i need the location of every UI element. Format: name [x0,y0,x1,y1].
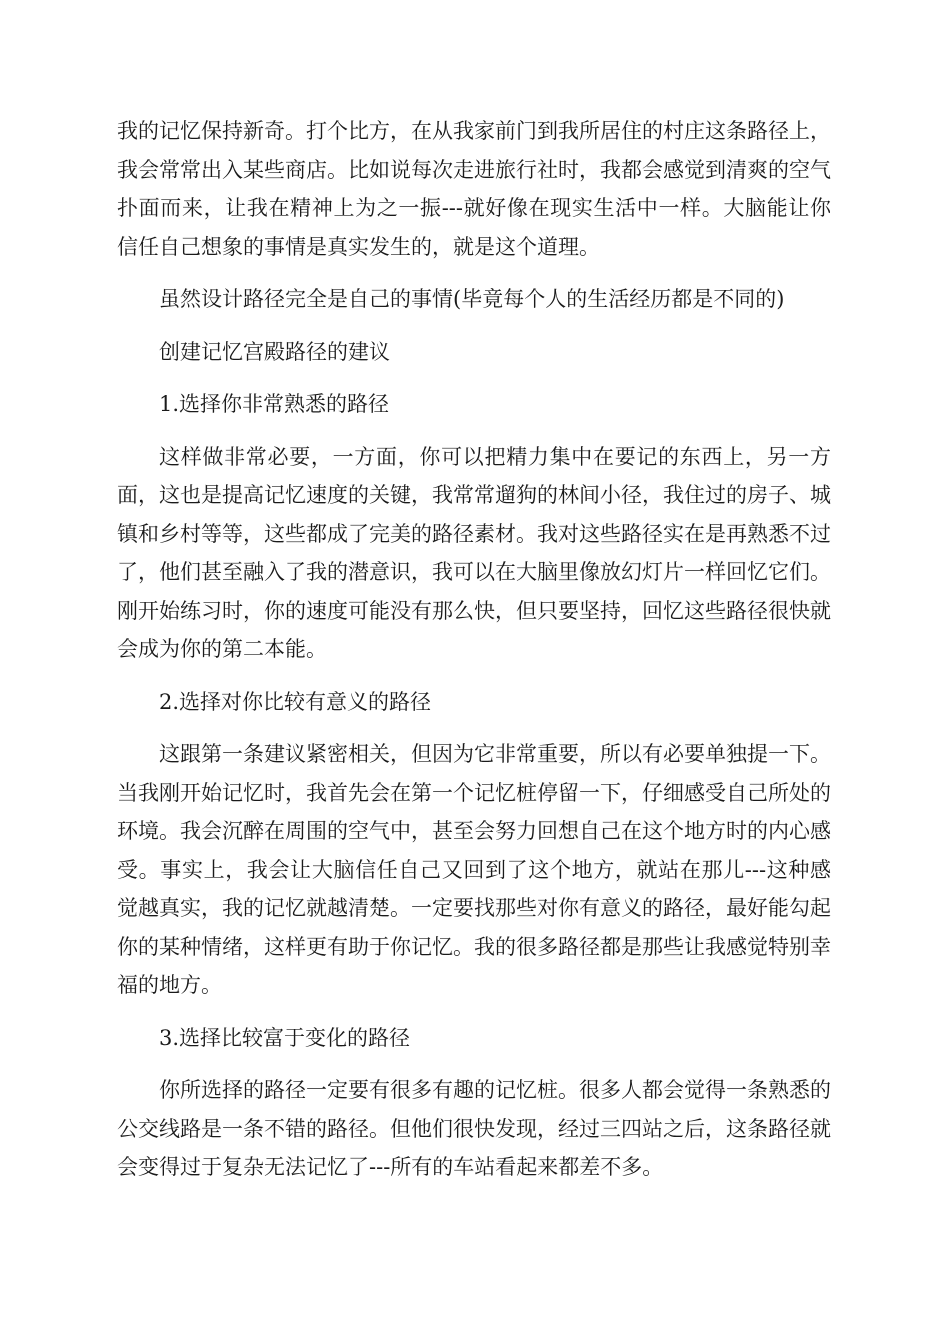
tip-heading-2: 2.选择对你比较有意义的路径 [159,689,432,714]
paragraph-tip-1: 这样做非常必要，一方面，你可以把精力集中在要记的东西上，另一方面，这也是提高记忆速度的关键，我常常遛狗的林间小径，我住过的房子、城镇和乡村等等，这些都成了完美的路径素材。我对这些路径实在是再熟悉不过了，他们甚至融入了我的潜意识，我可以在大脑里像放幻灯片一样回忆它们。刚开始练习时，你的速度可能没有那么快，但只要坚持，回忆这些路径很快就会成为你的第二本能。 [117,444,831,661]
tip-heading-3: 3.选择比较富于变化的路径 [159,1025,411,1050]
section-heading: 创建记忆宫殿路径的建议 [159,339,390,364]
paragraph-tip-2: 这跟第一条建议紧密相关，但因为它非常重要，所以有必要单独提一下。当我刚开始记忆时，我首先会在第一个记忆桩停留一下，仔细感受自己所处的环境。我会沉醉在周围的空气中，甚至会努力回想自己在这个地方时的内心感受。事实上，我会让大脑信任自己又回到了这个地方，就站在那儿---这种感觉越真实，我的记忆就越清楚。一定要找那些对你有意义的路径，最好能勾起你的某种情绪，这样更有助于你记忆。我的很多路径都是那些让我感觉特别幸福的地方。 [117,742,831,997]
document-page [117,112,831,1201]
paragraph-tip-3: 你所选择的路径一定要有很多有趣的记忆桩。很多人都会觉得一条熟悉的公交线路是一条不错的路径。但他们很快发现，经过三四站之后，这条路径就会变得过于复杂无法记忆了---所有的车站看起来都差不多。 [117,1078,831,1179]
paragraph-path-design: 虽然设计路径完全是自己的事情(毕竟每个人的生活经历都是不同的) [159,287,785,311]
paragraph-intro: 我的记忆保持新奇。打个比方，在从我家前门到我所居住的村庄这条路径上，我会常常出入某些商店。比如说每次走进旅行社时，我都会感觉到清爽的空气扑面而来，让我在精神上为之一振---就好像在现实生活中一样。大脑能让你信任自己想象的事情是真实发生的，就是这个道理。 [117,119,831,259]
tip-heading-1: 1.选择你非常熟悉的路径 [159,392,390,416]
